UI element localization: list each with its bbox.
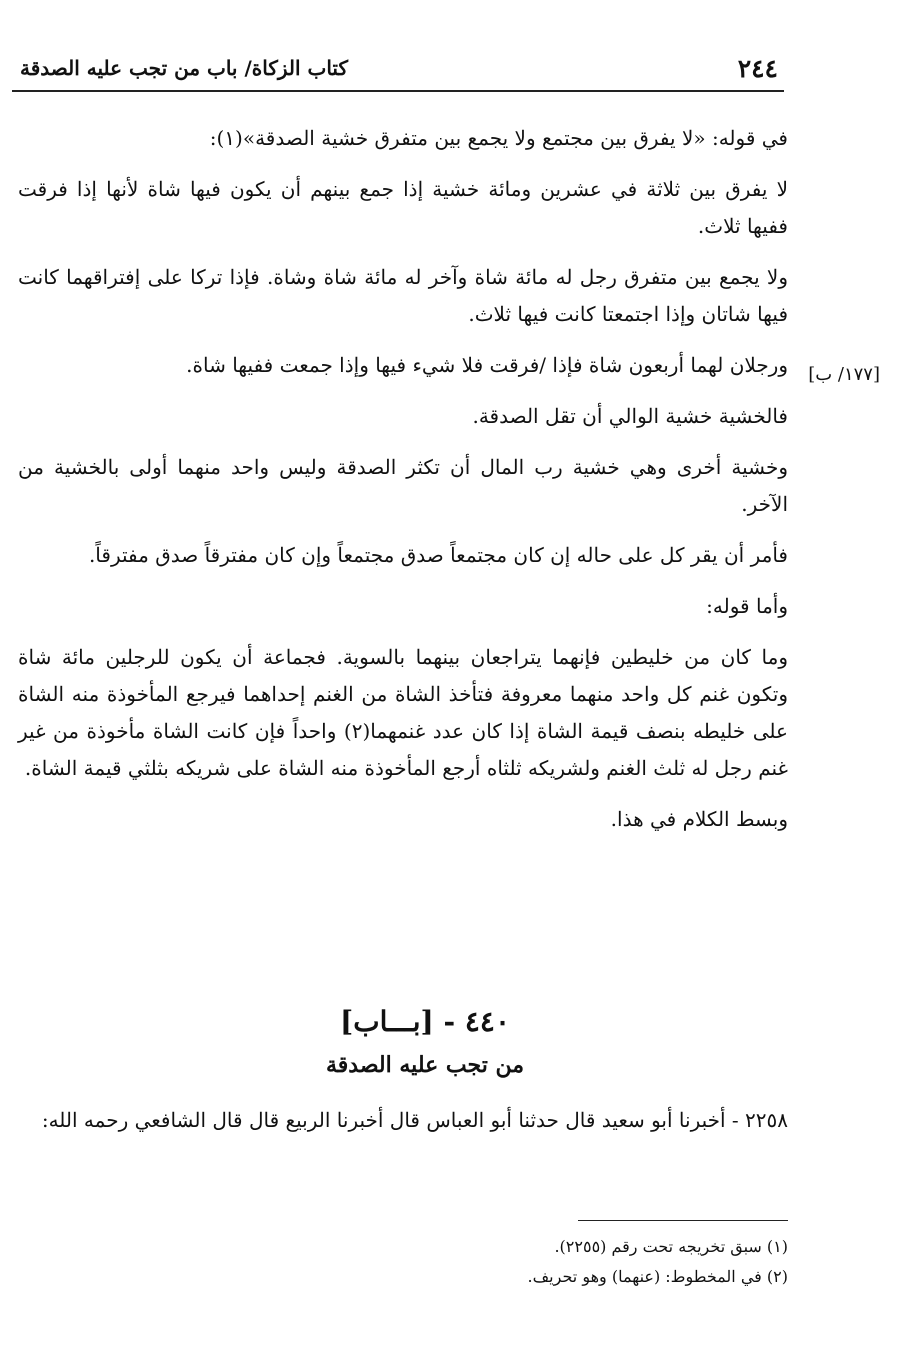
page-number: ٢٤٤ xyxy=(737,54,778,83)
paragraph: ولا يجمع بين متفرق رجل له مائة شاة وآخر له مائة شاة وشاة. فإذا تركا على إفتراقهما كانت فيها شاتان وإذا اجتمعتا كانت فيها ثلاث. xyxy=(18,265,788,326)
chapter-number: ٤٤٠ - [بـــاب] xyxy=(339,1005,511,1038)
paragraph: فالخشية خشية الوالي أن تقل الصدقة. xyxy=(472,404,788,428)
paragraph: ورجلان لهما أربعون شاة فإذا /فرقت فلا شيء فيها وإذا جمعت ففيها شاة. xyxy=(186,353,788,377)
manuscript-folio-reference: [١٧٧/ ب] xyxy=(808,364,880,385)
paragraph: وما كان من خليطين فإنهما يتراجعان بينهما بالسوية. فجماعة أن يكون للرجلين مائة شاة وتكون غنم كل واحد منهما معروفة فتأخذ الشاة من الغنم إحداهما فيرجع المأخوذة منه الشاة على خليطه بنصف قيمة الشاة إذا كان عدد غنمهما(٢) واحداً فإن كانت الشاة مأخوذة من غير غنم رجل له ثلث الغنم ولشريكه ثلثاه أرجع المأخوذة منه الشاة على شريكه بثلثي قيمة الشاة. xyxy=(18,645,788,780)
paragraph: فأمر أن يقر كل على حاله إن كان مجتمعاً صدق مجتمعاً وإن كان مفترقاً صدق مفترقاً. xyxy=(88,543,788,567)
paragraph: وبسط الكلام في هذا. xyxy=(610,807,788,831)
hadith-paragraph: ٢٢٥٨ - أخبرنا أبو سعيد قال حدثنا أبو العباس قال أخبرنا الربيع قال قال الشافعي رحمه الله: xyxy=(41,1108,788,1132)
chapter-title: من تجب عليه الصدقة xyxy=(325,1052,525,1078)
paragraph: وأما قوله: xyxy=(706,594,788,618)
footnote: (١) سبق تخريجه تحت رقم (٢٢٥٥). xyxy=(554,1237,788,1256)
footnotes xyxy=(18,1232,788,1292)
running-title: كتاب الزكاة/ باب من تجب عليه الصدقة xyxy=(20,56,348,80)
paragraph: لا يفرق بين ثلاثة في عشرين ومائة خشية إذا جمع بينهم أن يكون فيها شاة لأنها إذا فرقت ففيها ثلاث. xyxy=(18,177,788,238)
footnote: (٢) في المخطوط: (عنهما) وهو تحريف. xyxy=(527,1267,788,1286)
paragraph: في قوله: «لا يفرق بين مجتمع ولا يجمع بين متفرق خشية الصدقة»(١): xyxy=(209,126,788,150)
footnote-divider xyxy=(578,1220,788,1221)
chapter-heading xyxy=(0,1005,850,1078)
body-text xyxy=(18,120,788,852)
paragraph: وخشية أخرى وهي خشية رب المال أن تكثر الصدقة وليس واحد منهما أولى بالخشية من الآخر. xyxy=(18,455,788,516)
page-header xyxy=(12,52,784,92)
